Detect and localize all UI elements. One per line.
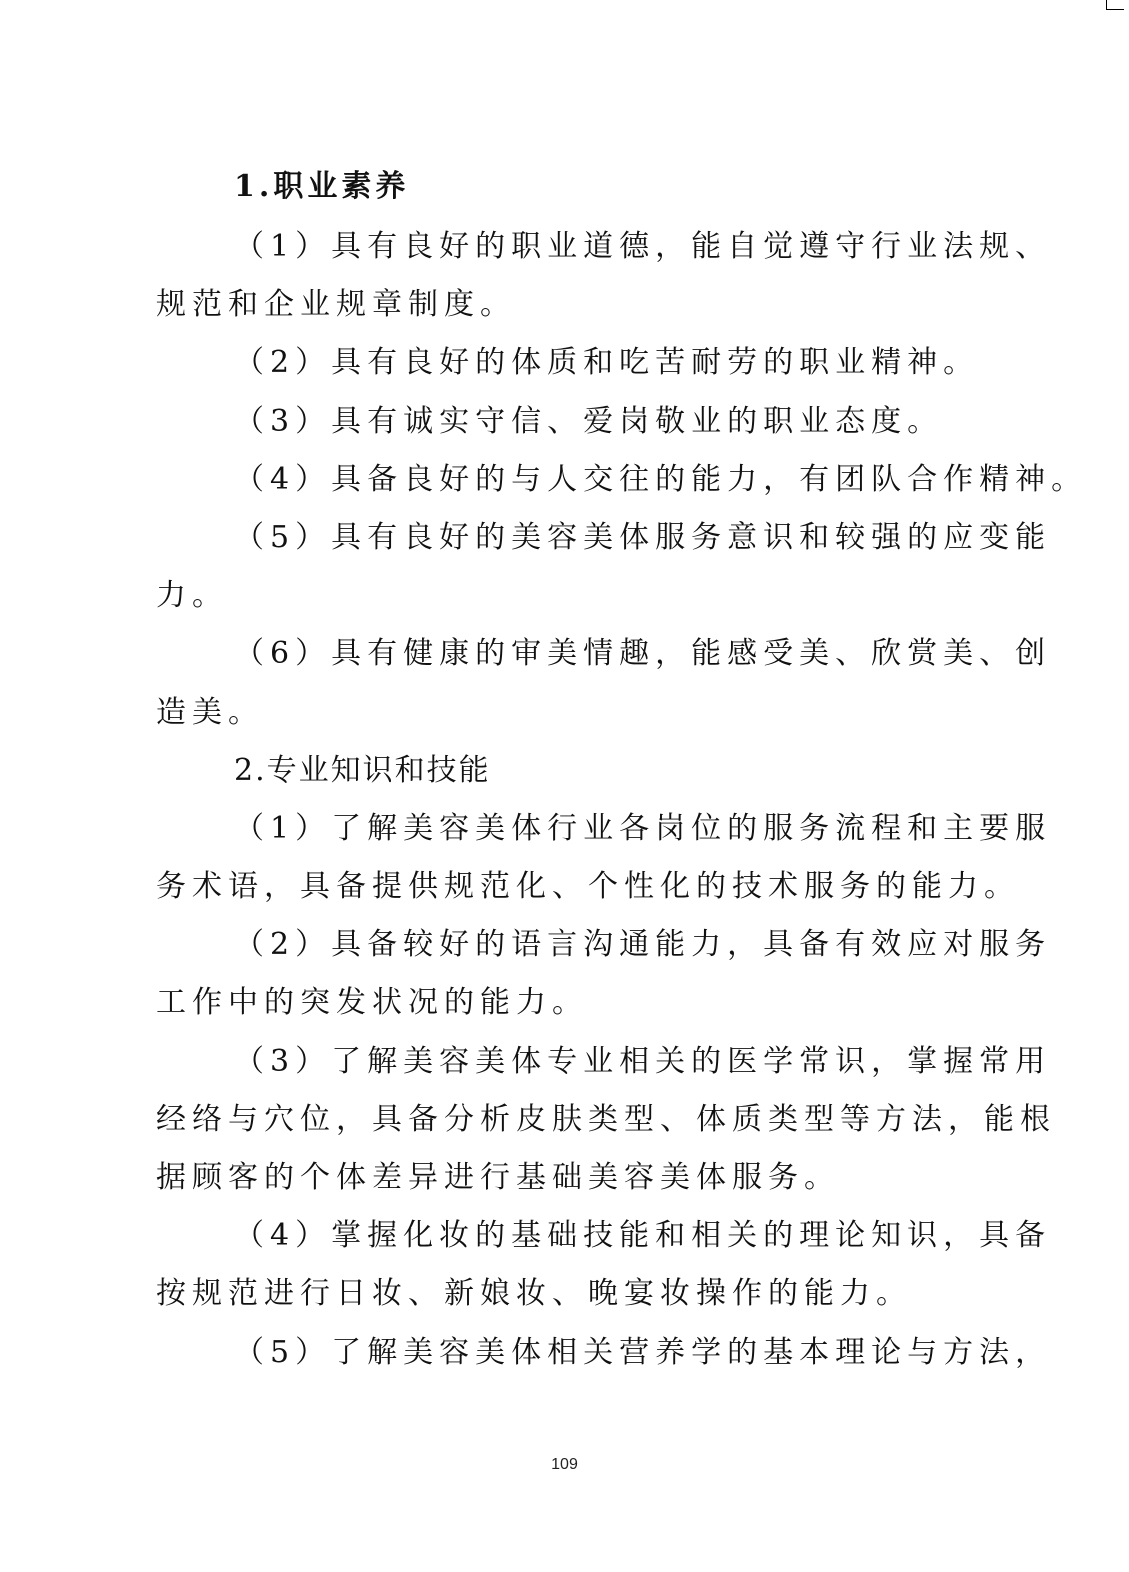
list-item (156, 916, 1052, 1032)
paragraph-line: （6）具有健康的审美情趣，能感受美、欣赏美、创 (234, 636, 1052, 672)
paragraph-line: 规范和企业规章制度。 (156, 287, 516, 323)
page-number: 109 (551, 1456, 578, 1473)
list-item (156, 451, 1088, 509)
paragraph-line: （5）了解美容美体相关营养学的基本理论与方法， (234, 1334, 1052, 1370)
paragraph-line: 据顾客的个体差异进行基础美容美体服务。 (156, 1160, 840, 1195)
paragraph-line: （1）了解美容美体行业各岗位的服务流程和主要服 (234, 810, 1052, 846)
paragraph-line: 按规范进行日妆、新娘妆、晚宴妆操作的能力。 (156, 1276, 912, 1312)
section-heading-professional-quality: 1.职业素养 (234, 169, 410, 204)
paragraph-line: 造美。 (156, 694, 264, 730)
list-item (156, 1324, 1052, 1382)
paragraph-line: 务术语，具备提供规范化、个性化的技术服务的能力。 (156, 869, 1020, 905)
section-heading-knowledge-skills: 2.专业知识和技能 (234, 752, 491, 788)
crop-mark (1106, 0, 1124, 10)
paragraph-line: （3）了解美容美体专业相关的医学常识，掌握常用 (234, 1043, 1052, 1079)
paragraph-line: （3）具有诚实守信、爱岗敬业的职业态度。 (234, 403, 944, 439)
paragraph-line: （4）掌握化妆的基础技能和相关的理论知识，具备 (234, 1218, 1052, 1254)
list-item (156, 625, 1052, 741)
list-item (156, 218, 1052, 334)
paragraph-line: （5）具有良好的美容美体服务意识和较强的应变能 (234, 519, 1052, 555)
paragraph-line: 力。 (156, 578, 228, 614)
list-item (156, 393, 986, 451)
list-item (156, 800, 1052, 916)
paragraph-line: （1）具有良好的职业道德，能自觉遵守行业法规、 (234, 229, 1052, 264)
paragraph-line: （4）具备良好的与人交往的能力，有团队合作精神。 (234, 461, 1088, 497)
document-body (156, 156, 1088, 1382)
list-item (156, 334, 986, 392)
list-item (156, 1033, 1056, 1208)
paragraph-line: 工作中的突发状况的能力。 (156, 985, 588, 1021)
list-item (156, 1207, 1052, 1323)
paragraph-line: （2）具有良好的体质和吃苦耐劳的职业精神。 (234, 345, 980, 381)
paragraph-line: 经络与穴位，具备分析皮肤类型、体质类型等方法，能根 (156, 1101, 1056, 1137)
list-item (156, 509, 1052, 625)
paragraph-line: （2）具备较好的语言沟通能力，具备有效应对服务 (234, 927, 1052, 963)
